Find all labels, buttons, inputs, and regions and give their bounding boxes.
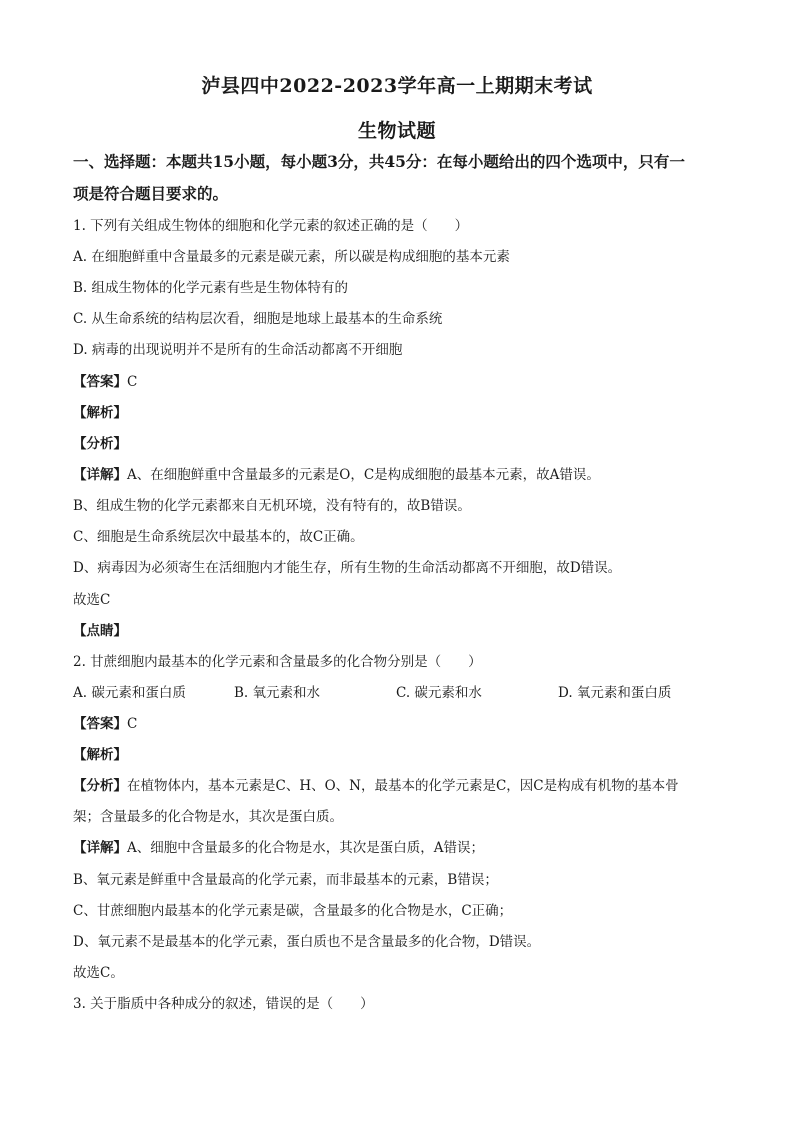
- question-1-option-a: A. 在细胞鲜重中含量最多的元素是碳元素，所以碳是构成细胞的基本元素: [73, 249, 510, 265]
- question-1-option-d: D. 病毒的出现说明并不是所有的生命活动都离不开细胞: [73, 342, 403, 358]
- fenxi-tag: 【分析】: [73, 778, 127, 794]
- question-2-fenxi-line: 架；含量最多的化合物是水，其次是蛋白质。: [73, 809, 343, 825]
- question-1-detail-line: [73, 463, 600, 483]
- detail-text: A、在细胞鲜重中含量最多的元素是O，C是构成细胞的最基本元素，故A错误。: [127, 467, 600, 483]
- answer-value: C: [127, 374, 138, 390]
- question-2-option-c: C. 碳元素和水: [396, 685, 482, 701]
- page-subtitle: 生物试题: [357, 120, 436, 142]
- question-2-option-d: D. 氧元素和蛋白质: [558, 685, 672, 701]
- detail-tag: 【详解】: [73, 840, 127, 856]
- page-title: 泸县四中2022-2023学年高一上期期末考试: [201, 75, 593, 97]
- question-1-detail-line: D、病毒因为必须寄生在活细胞内才能生存，所有生物的生命活动都离不开细胞，故D错误。: [73, 560, 622, 576]
- question-1-option-c: C. 从生命系统的结构层次看，细胞是地球上最基本的生命系统: [73, 311, 443, 327]
- question-1-dianjing-tag: 【点睛】: [73, 623, 127, 639]
- question-2-answer: [73, 712, 137, 732]
- answer-tag: 【答案】: [73, 374, 127, 390]
- question-1-fenxi-tag: 【分析】: [73, 436, 127, 452]
- question-2-detail-line: C、甘蔗细胞内最基本的化学元素是碳，含量最多的化合物是水，C正确；: [73, 903, 513, 919]
- question-1-answer: [73, 370, 137, 390]
- answer-tag: 【答案】: [73, 716, 127, 732]
- answer-value: C: [127, 716, 138, 732]
- question-2-option-b: B. 氧元素和水: [234, 685, 321, 701]
- question-1-conclusion: 故选C: [73, 592, 111, 608]
- question-1-option-b: B. 组成生物体的化学元素有些是生物体特有的: [73, 280, 349, 296]
- detail-text: A、细胞中含量最多的化合物是水，其次是蛋白质，A错误；: [127, 840, 484, 856]
- section-heading-line1: 一、选择题：本题共15小题，每小题3分，共45分：在每小题给出的四个选项中，只有一: [73, 152, 685, 171]
- question-2-fenxi-line: [73, 774, 679, 794]
- section-heading-line2: 项是符合题目要求的。: [73, 184, 229, 203]
- detail-tag: 【详解】: [73, 467, 127, 483]
- question-1-stem: 1. 下列有关组成生物体的细胞和化学元素的叙述正确的是（ ）: [73, 218, 469, 234]
- fenxi-text: 在植物体内，基本元素是C、H、O、N，最基本的化学元素是C，因C是构成有机物的基本骨: [127, 778, 679, 794]
- question-3-stem: 3. 关于脂质中各种成分的叙述，错误的是（ ）: [73, 996, 374, 1012]
- question-2-analysis-tag: 【解析】: [73, 747, 127, 763]
- question-2-conclusion: 故选C。: [73, 965, 124, 981]
- question-2-stem: 2. 甘蔗细胞内最基本的化学元素和含量最多的化合物分别是（ ）: [73, 654, 482, 670]
- question-2-detail-line: B、氧元素是鲜重中含量最高的化学元素，而非最基本的元素，B错误；: [73, 872, 498, 888]
- question-2-detail-line: [73, 836, 484, 856]
- question-1-analysis-tag: 【解析】: [73, 405, 127, 421]
- question-2-option-a: A. 碳元素和蛋白质: [73, 685, 186, 701]
- question-2-detail-line: D、氧元素不是最基本的化学元素，蛋白质也不是含量最多的化合物，D错误。: [73, 934, 541, 950]
- question-1-detail-line: B、组成生物的化学元素都来自无机环境，没有特有的，故B错误。: [73, 498, 471, 514]
- question-1-detail-line: C、细胞是生命系统层次中最基本的，故C正确。: [73, 529, 364, 545]
